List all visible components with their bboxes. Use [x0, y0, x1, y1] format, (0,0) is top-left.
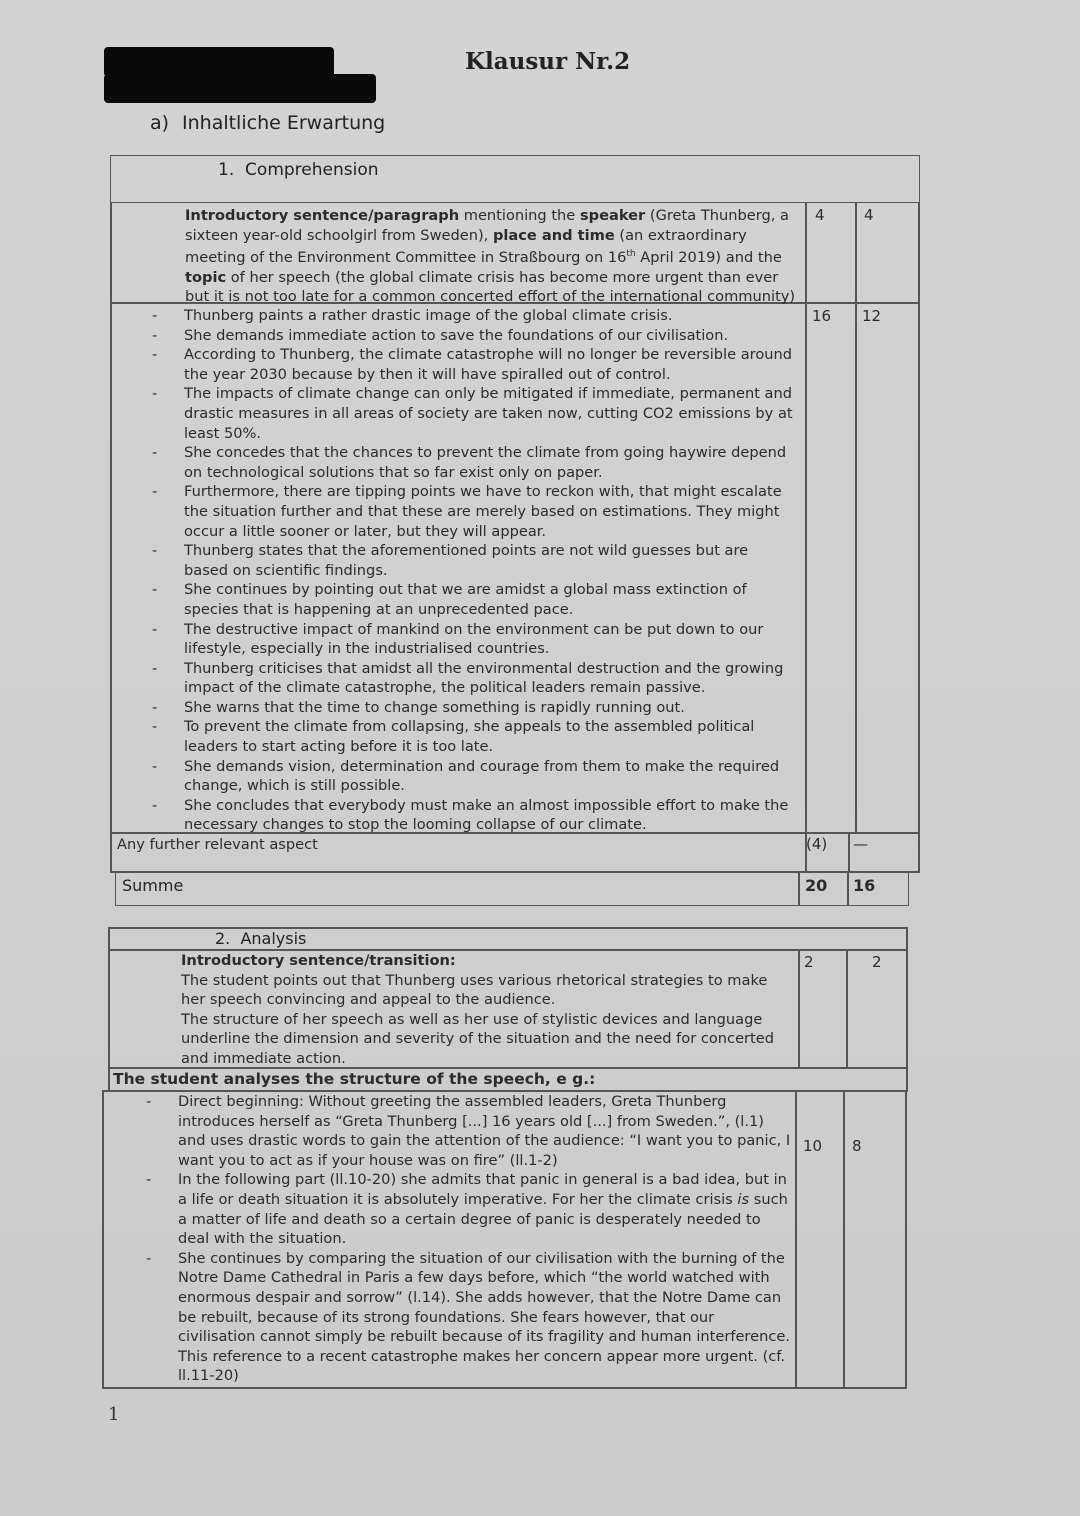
table-border — [848, 832, 850, 872]
structure-bullet-item — [178, 1170, 792, 1248]
table-border — [110, 832, 112, 872]
analysis-intro-p2: The structure of her speech as well as her use of stylistic devices and language underline the dimension and severity of the situation and the need for concerted and immediate action. — [181, 1010, 775, 1067]
table-border — [905, 1090, 907, 1388]
intro-superscript: th — [626, 249, 636, 260]
further-score: — — [853, 835, 868, 853]
analysis-intro-score: 2 — [872, 953, 882, 971]
bullet-item: - Thunberg criticises that amidst all the environmental destruction and the growing impact of the climate catastrophe, the political leaders remain passive. — [184, 659, 796, 698]
intro-text: (Greta Thunberg, a sixteen year-old schoolgirl from Sweden), — [185, 207, 789, 244]
bullet-item: - Thunberg paints a rather drastic image of the global climate crisis. — [184, 306, 796, 326]
intro-term: Introductory sentence/paragraph — [185, 207, 460, 224]
table-border — [795, 1090, 797, 1388]
bullet-item: - Thunberg states that the aforementioned points are not wild guesses but are based on scientific findings. — [184, 541, 796, 580]
analysis-intro-title: Introductory sentence/transition: — [181, 952, 456, 969]
bullet-item: - According to Thunberg, the climate catastrophe will no longer be reversible around the year 2030 because by then it will have spiralled out of control. — [184, 345, 796, 384]
sum-score: 16 — [853, 876, 876, 895]
table-border — [846, 949, 848, 1067]
intro-term: place and time — [492, 226, 615, 244]
intro-text: of her speech (the global climate crisis has become more urgent than ever but it is not too late for a common concerted effort of the international community) — [185, 268, 796, 306]
analysis-heading-num: 2. — [215, 929, 231, 948]
further-aspect-label: Any further relevant aspect — [117, 836, 318, 853]
analysis-heading — [215, 929, 306, 948]
bullet-item: - Furthermore, there are tipping points we have to reckon with, that might escalate the situation further and that these are merely based on estimations. They might occur a little sooner or later, but they will appear. — [184, 482, 796, 541]
sum-row — [115, 871, 909, 906]
bullet-item: - She demands immediate action to save the foundations of our civilisation. — [184, 326, 796, 346]
intro-term: speaker — [579, 207, 646, 224]
analysis-heading-text: Analysis — [240, 929, 307, 948]
bullet-item: - She concludes that everybody must make an almost impossible effort to make the necessary changes to stop the looming collapse of our climate. — [184, 796, 796, 835]
redacted-name-bar-2 — [104, 74, 376, 103]
structure-bullets — [178, 1092, 792, 1386]
comprehension-heading — [218, 160, 379, 180]
bullet-item: - She continues by pointing out that we are amidst a global mass extinction of species that is happening at an unprecedented pace. — [184, 580, 796, 619]
bullet-item: - To prevent the climate from collapsing, she appeals to the assembled political leaders to start acting before it is too late. — [184, 717, 796, 756]
intro-score: 4 — [864, 206, 874, 224]
table-border — [102, 1387, 907, 1389]
bullet-text: In the following part (ll.10-20) she admits that panic in general is a bad idea, but in a life or death situation it is absolutely imperative. For her the climate crisis — [178, 1171, 787, 1208]
table-border — [798, 949, 800, 1067]
page-number: 1 — [108, 1404, 120, 1425]
analysis-intro-max: 2 — [804, 953, 814, 971]
bullet-item: - She warns that the time to change something is rapidly running out. — [184, 698, 796, 718]
intro-text: (an extraordinary meeting of the Environment Committee in Straßbourg on 16 — [185, 226, 747, 267]
section-label: a) — [150, 112, 170, 134]
structure-heading: The student analyses the structure of the speech, e g.: — [113, 1070, 596, 1088]
bullet-emphasis: is — [737, 1190, 750, 1208]
bullet-item: - She concedes that the chances to prevent the climate from going haywire depend on technological solutions that so far exist only on paper. — [184, 443, 796, 482]
structure-bullet-item: - Direct beginning: Without greeting the assembled leaders, Greta Thunberg introduces herself as “Greta Thunberg [...] 16 years old [...] from Sweden.”, (l.1) and uses drastic words to gain the attention of the audience: “I want you to panic, I want you to act as if your house was on fire” (ll.1-2) — [178, 1092, 792, 1170]
comprehension-heading-text: Comprehension — [245, 160, 379, 180]
table-border — [798, 871, 800, 906]
table-border — [843, 1090, 845, 1388]
section-heading — [150, 112, 385, 134]
bullet-item: - She demands vision, determination and courage from them to make the required change, which is still possible. — [184, 757, 796, 796]
analysis-intro — [181, 951, 795, 1069]
sum-label: Summe — [122, 876, 184, 895]
comprehension-intro-text — [185, 206, 797, 307]
intro-term: topic — [185, 268, 227, 286]
further-max-points: (4) — [806, 835, 828, 853]
intro-max-points: 4 — [815, 206, 825, 224]
structure-score: 8 — [852, 1137, 862, 1155]
bullets-score: 12 — [862, 307, 882, 325]
analysis-intro-p1: The student points out that Thunberg uses various rhetorical strategies to make her speech convincing and appeal to the audience. — [181, 971, 768, 1009]
bullet-text: such a matter of life and death so a certain degree of panic is desperately needed to deal with the situation. — [178, 1190, 788, 1248]
bullet-item: - The destructive impact of mankind on the environment can be put down to our lifestyle, especially in the industrialised countries. — [184, 620, 796, 659]
page-title: Klausur Nr.2 — [465, 48, 631, 75]
comprehension-bullets — [184, 306, 796, 835]
redacted-name-bar — [104, 47, 334, 77]
structure-bullet-item: - She continues by comparing the situation of our civilisation with the burning of the Notre Dame Cathedral in Paris a few days before, which “the world watched with enormous despair and sorrow” (l.14). She adds however, that the Notre Dame can be rebuilt, because of its strong foundations. She fears however, that our civilisation cannot simply be rebuilt because of its fragility and human interference. This reference to a recent catastrophe makes her concern appear more urgent. (cf. ll.11-20) — [178, 1249, 792, 1386]
sum-max-points: 20 — [805, 876, 828, 895]
bullets-max-points: 16 — [812, 307, 832, 325]
structure-max: 10 — [803, 1137, 823, 1155]
table-border — [855, 202, 857, 832]
structure-bullet-list — [178, 1092, 792, 1386]
section-title: Inhaltliche Erwartung — [182, 112, 386, 134]
table-border — [102, 1090, 104, 1388]
table-border — [110, 202, 112, 834]
intro-text: April 2019) and the — [635, 249, 782, 267]
comprehension-heading-num: 1. — [218, 160, 235, 180]
bullet-item: - The impacts of climate change can only be mitigated if immediate, permanent and drastic measures in all areas of society are taken now, cutting CO2 emissions by at least 50%. — [184, 384, 796, 443]
intro-text: mentioning the — [459, 207, 580, 224]
table-border — [847, 871, 849, 906]
bullet-list — [184, 306, 796, 835]
